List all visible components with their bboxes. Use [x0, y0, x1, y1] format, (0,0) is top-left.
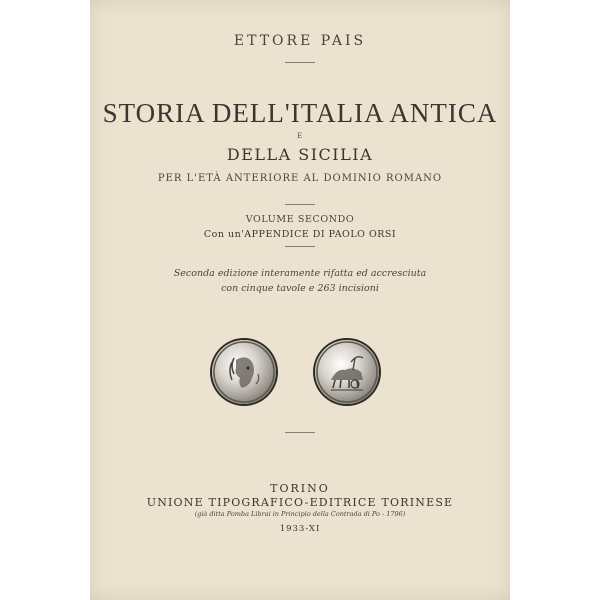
appendix-line: Con un'APPENDICE DI PAOLO ORSI — [203, 229, 397, 240]
publication-year: 1933-XI — [279, 524, 321, 534]
divider-rule — [285, 62, 315, 63]
coin-chariot-icon — [315, 340, 379, 404]
book-period: PER L'ETÀ ANTERIORE AL DOMINIO ROMANO — [157, 173, 443, 184]
divider-rule — [285, 204, 315, 205]
edition-line-1: Seconda edizione interamente rifatta ed accresciuta — [173, 268, 427, 279]
publisher-name: UNIONE TIPOGRAFICO-EDITRICE TORINESE — [146, 496, 454, 509]
volume-label: VOLUME SECONDO — [245, 214, 355, 225]
author-name: ETTORE PAIS — [233, 33, 367, 49]
book-title: STORIA DELL'ITALIA ANTICA — [102, 98, 498, 128]
title-page — [90, 0, 510, 600]
publisher-note: (già ditta Pomba Librai in Principio della Contrada di Po - 1796) — [194, 510, 406, 518]
book-subtitle: DELLA SICILIA — [226, 145, 374, 164]
title-conjunction: E — [296, 132, 304, 140]
coin-head-icon — [212, 340, 276, 404]
edition-line-2: con cinque tavole e 263 incisioni — [221, 283, 379, 294]
publication-city: TORINO — [270, 482, 330, 495]
divider-rule — [285, 432, 315, 433]
divider-rule — [285, 246, 315, 247]
